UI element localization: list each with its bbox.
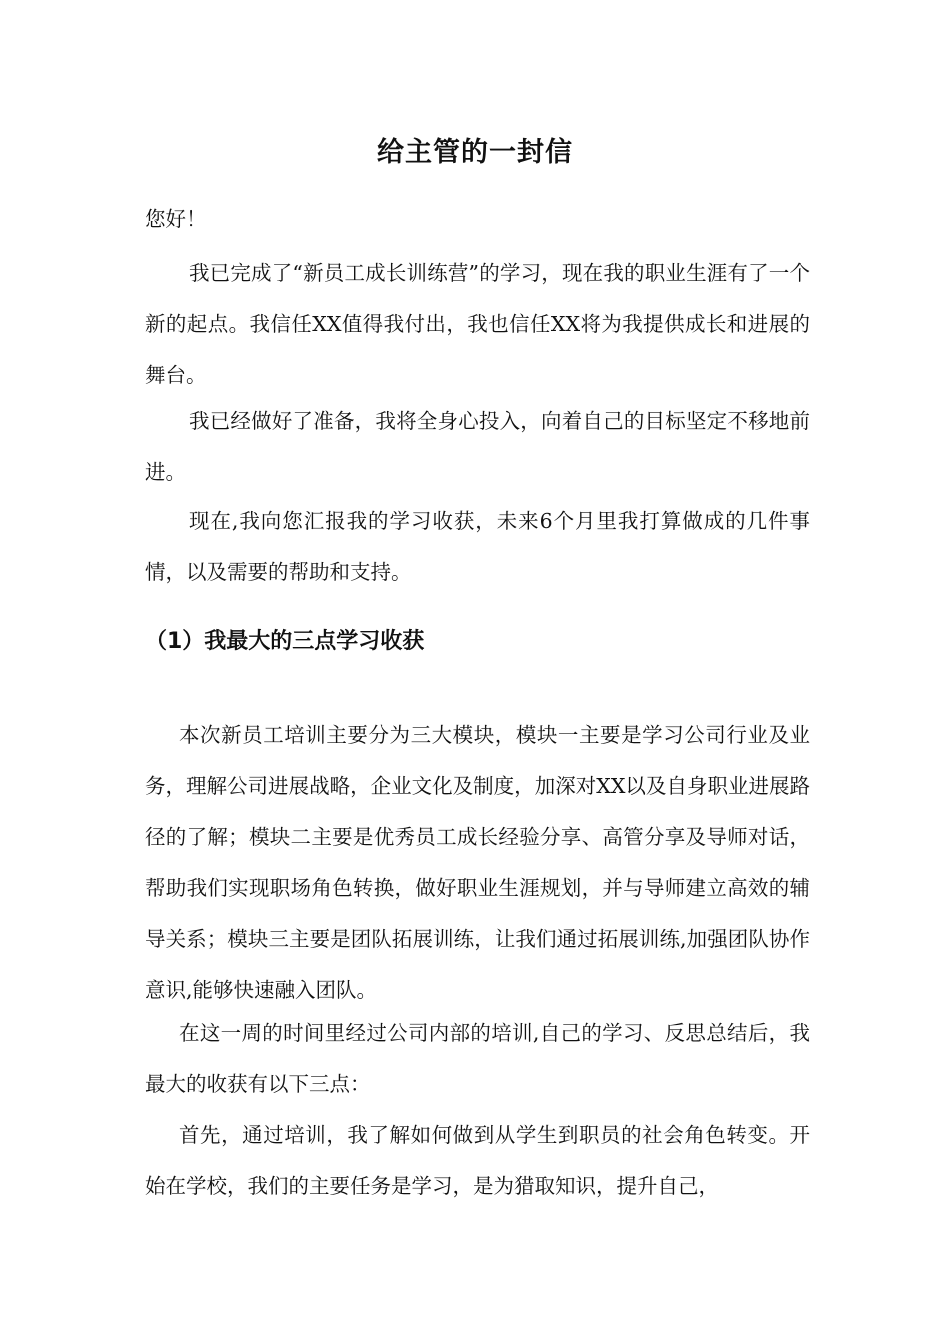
greeting: 您好！ bbox=[145, 207, 207, 231]
document-title: 给主管的一封信 bbox=[377, 137, 573, 168]
intro-paragraph-2: 我已经做好了准备，我将全身心投入，向着自己的目标坚定不移地前进。 bbox=[145, 409, 810, 484]
intro-paragraph-1: 我已完成了“新员工成长训练营”的学习，现在我的职业生涯有了一个新的起点。我信任XX值得我付出，我也信任XX将为我提供成长和进展的舞台。 bbox=[145, 261, 810, 387]
section-paragraph-1: 本次新员工培训主要分为三大模块，模块一主要是学习公司行业及业务，理解公司进展战略，企业文化及制度，加深对XX以及自身职业进展路径的了解；模块二主要是优秀员工成长经验分享、高管分享及导师对话，帮助我们实现职场角色转换，做好职业生涯规划，并与导师建立高效的辅导关系；模块三主要是团队拓展训练，让我们通过拓展训练,加强团队协作意识,能够快速融入团队。 bbox=[145, 723, 810, 1002]
section-paragraph-2: 在这一周的时间里经过公司内部的培训,自己的学习、反思总结后，我最大的收获有以下三点： bbox=[145, 1021, 810, 1096]
section-heading: （1）我最大的三点学习收获 bbox=[145, 629, 425, 654]
intro-paragraph-3: 现在,我向您汇报我的学习收获，未来6个月里我打算做成的几件事情，以及需要的帮助和支持。 bbox=[145, 509, 810, 584]
section-paragraph-3: 首先，通过培训，我了解如何做到从学生到职员的社会角色转变。开始在学校，我们的主要任务是学习，是为猎取知识，提升自己， bbox=[145, 1123, 810, 1198]
